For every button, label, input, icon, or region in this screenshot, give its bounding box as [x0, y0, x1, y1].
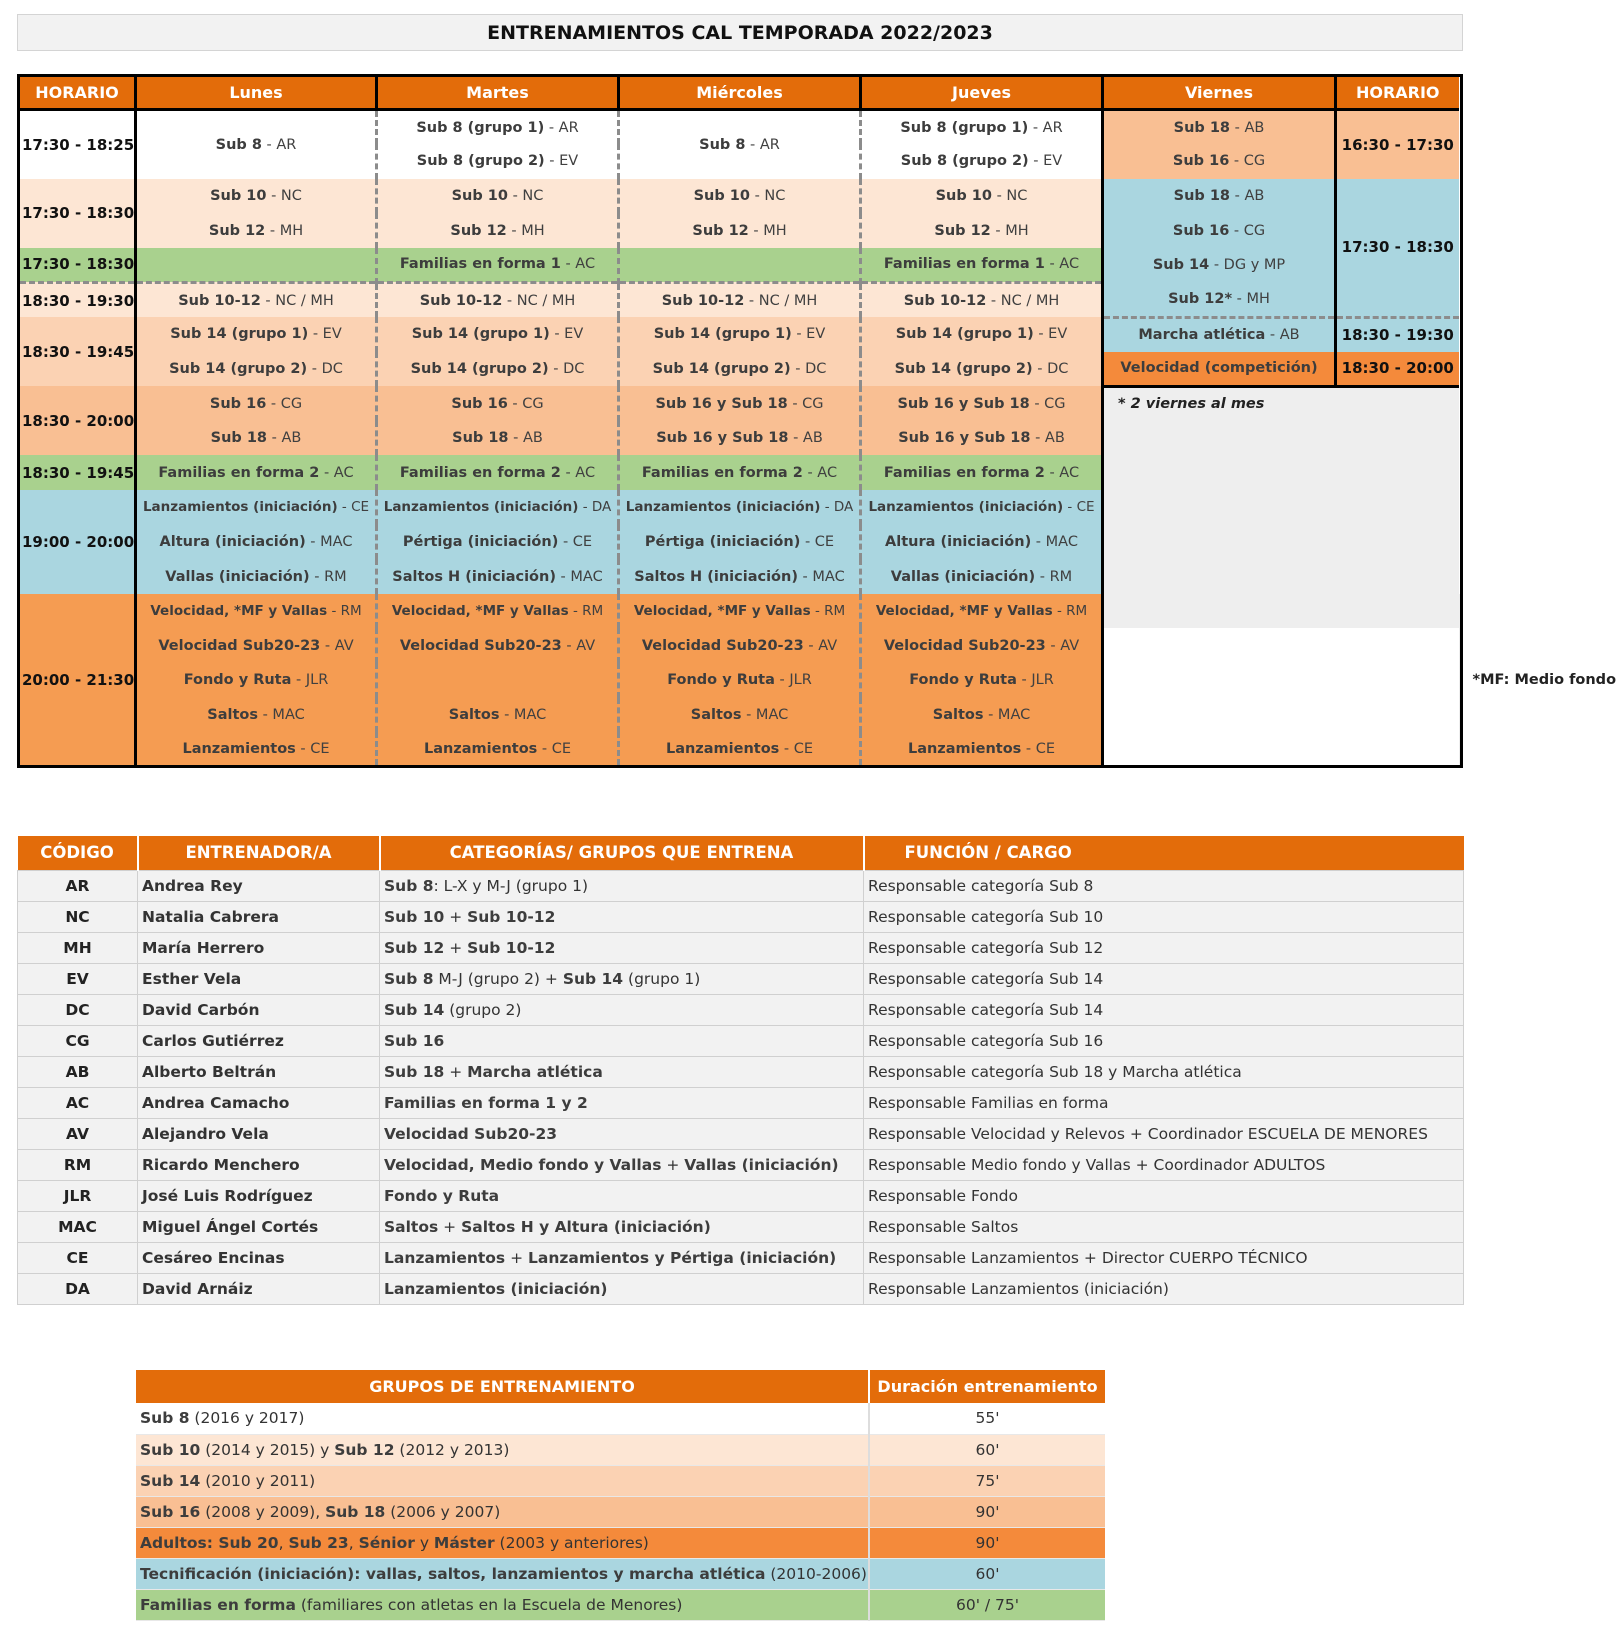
coach-categories — [380, 1025, 864, 1056]
session-cell: Sub 16 - CG — [377, 386, 619, 421]
bold-text: Familias en forma — [140, 1595, 296, 1614]
bold-text: Sub 10-12 — [467, 907, 556, 926]
coach-code: RM — [18, 1149, 138, 1180]
coach-code: NC — [18, 901, 138, 932]
friday-session-cell: Sub 12* - MH — [1103, 282, 1336, 317]
session-cell: Sub 10 - NC — [619, 179, 861, 214]
time-cell: 18:30 - 19:45 — [19, 455, 136, 490]
friday-note: * 2 viernes al mes — [1103, 386, 1459, 628]
coach-role: Responsable Lanzamientos + Director CUERPO TÉCNICO — [864, 1242, 1464, 1273]
coach-categories — [380, 1273, 864, 1304]
mf-note: *MF: Medio fondo — [1459, 594, 1462, 767]
time-cell: 18:30 - 19:30 — [19, 282, 136, 317]
session-cell: Velocidad Sub20-23 - AV — [619, 628, 861, 663]
friday-session-cell: Sub 18 - AB — [1103, 110, 1336, 145]
coach-row — [18, 1025, 1464, 1056]
session-cell: Velocidad, *MF y Vallas - RM — [619, 594, 861, 629]
session-cell: Sub 14 (grupo 2) - DC — [136, 352, 377, 387]
session-cell: Lanzamientos - CE — [619, 732, 861, 767]
session-cell: Sub 10-12 - NC / MH — [861, 282, 1103, 317]
session-cell: Pértiga (iniciación) - CE — [619, 525, 861, 560]
session-cell: Familias en forma 2 - AC — [377, 455, 619, 490]
bold-text: Tecnificación (iniciación): vallas, saltos, lanzamientos y marcha atlética — [140, 1564, 766, 1583]
coach-categories — [380, 1180, 864, 1211]
session-cell: Sub 8 (grupo 1) - AR — [861, 110, 1103, 145]
coach-row — [18, 994, 1464, 1025]
bold-text: Sub 8 — [140, 1409, 190, 1428]
header-miercoles: Miércoles — [619, 76, 861, 110]
plain-text: + — [444, 938, 468, 957]
coach-name: David Arnáiz — [138, 1273, 380, 1304]
friday-session-cell: Velocidad (competición) — [1103, 352, 1336, 387]
coach-name: Carlos Gutiérrez — [138, 1025, 380, 1056]
header-duracion: Duración entrenamiento — [869, 1370, 1105, 1403]
coach-row — [18, 1087, 1464, 1118]
header-funcion: FUNCIÓN / CARGO — [864, 836, 1464, 870]
session-cell: Velocidad, *MF y Vallas - RM — [377, 594, 619, 629]
friday-time-cell: 17:30 - 18:30 — [1336, 179, 1459, 317]
session-cell: Saltos H (iniciación) - MAC — [377, 559, 619, 594]
schedule-row — [19, 282, 1462, 317]
coach-code: JLR — [18, 1180, 138, 1211]
friday-time-cell: 18:30 - 20:00 — [1336, 352, 1459, 387]
schedule-table — [17, 74, 1616, 768]
bold-text: Máster — [433, 1533, 495, 1552]
friday-session-cell: Sub 14 - DG y MP — [1103, 248, 1336, 283]
coach-row — [18, 1180, 1464, 1211]
coach-categories — [380, 870, 864, 901]
coach-name: Alberto Beltrán — [138, 1056, 380, 1087]
session-cell: Lanzamientos - CE — [377, 732, 619, 767]
plain-text: + — [505, 1248, 528, 1267]
groups-table — [136, 1370, 1105, 1621]
groups-body — [136, 1403, 1105, 1620]
plain-text: (2016 y 2017) — [189, 1409, 305, 1428]
bold-text: Marcha atlética — [467, 1062, 603, 1081]
bold-text: Lanzamientos y Pértiga (iniciación) — [528, 1248, 837, 1267]
session-cell: Saltos H (iniciación) - MAC — [619, 559, 861, 594]
coach-role: Responsable categoría Sub 12 — [864, 932, 1464, 963]
coach-code: CE — [18, 1242, 138, 1273]
groups-header-row — [136, 1370, 1105, 1403]
plain-text: + — [444, 1062, 468, 1081]
bold-text: Sub 8 — [384, 876, 434, 895]
session-cell: Vallas (iniciación) - RM — [861, 559, 1103, 594]
plain-text: (2003 y anteriores) — [494, 1533, 649, 1552]
session-cell — [136, 248, 377, 283]
session-cell: Familias en forma 1 - AC — [861, 248, 1103, 283]
coach-role: Responsable Velocidad y Relevos + Coordinador ESCUELA DE MENORES — [864, 1118, 1464, 1149]
session-cell: Altura (iniciación) - MAC — [136, 525, 377, 560]
plain-text: + — [661, 1155, 685, 1174]
coach-row — [18, 1056, 1464, 1087]
session-cell: Sub 16 y Sub 18 - CG — [619, 386, 861, 421]
session-cell: Sub 18 - AB — [377, 421, 619, 456]
session-cell: Sub 14 (grupo 2) - DC — [861, 352, 1103, 387]
group-row — [136, 1434, 1105, 1465]
plain-text: : L-X y M-J (grupo 1) — [433, 876, 589, 895]
time-cell: 19:00 - 20:00 — [19, 490, 136, 594]
plain-text: , — [278, 1533, 289, 1552]
header-grupos: GRUPOS DE ENTRENAMIENTO — [136, 1370, 869, 1403]
group-duration: 75' — [869, 1465, 1105, 1496]
session-cell: Altura (iniciación) - MAC — [861, 525, 1103, 560]
session-cell: Sub 16 y Sub 18 - AB — [619, 421, 861, 456]
session-cell: Sub 12 - MH — [377, 213, 619, 248]
session-cell: Vallas (iniciación) - RM — [136, 559, 377, 594]
session-cell: Saltos - MAC — [619, 698, 861, 733]
session-cell: Lanzamientos - CE — [861, 732, 1103, 767]
plain-text: (grupo 2) — [444, 1000, 522, 1019]
coach-role: Responsable Medio fondo y Vallas + Coordinador ADULTOS — [864, 1149, 1464, 1180]
plain-text: (2014 y 2015) y — [200, 1440, 335, 1459]
header-martes: Martes — [377, 76, 619, 110]
schedule-row — [19, 386, 1462, 421]
session-cell: Sub 8 (grupo 2) - EV — [377, 144, 619, 179]
friday-session-cell: Marcha atlética - AB — [1103, 317, 1336, 352]
group-description — [136, 1558, 869, 1589]
bold-text: Adultos: Sub 20 — [140, 1533, 279, 1552]
bold-text: Sub 10-12 — [467, 938, 556, 957]
bold-text: Lanzamientos — [384, 1248, 506, 1267]
header-codigo: CÓDIGO — [18, 836, 138, 870]
friday-time-cell: 16:30 - 17:30 — [1336, 110, 1459, 179]
session-cell: Lanzamientos (iniciación) - CE — [861, 490, 1103, 525]
time-cell: 18:30 - 20:00 — [19, 386, 136, 455]
coach-row — [18, 1273, 1464, 1304]
session-cell: Sub 12 - MH — [619, 213, 861, 248]
bold-text: Fondo y Ruta — [384, 1186, 500, 1205]
time-cell: 17:30 - 18:30 — [19, 179, 136, 248]
header-categorias: CATEGORÍAS/ GRUPOS QUE ENTRENA — [380, 836, 864, 870]
session-cell: Pértiga (iniciación) - CE — [377, 525, 619, 560]
bold-text: Lanzamientos (iniciación) — [384, 1279, 608, 1298]
bold-text: Sub 10 — [384, 907, 445, 926]
group-description — [136, 1403, 869, 1434]
coach-name: Andrea Camacho — [138, 1087, 380, 1118]
session-cell: Sub 14 (grupo 2) - DC — [619, 352, 861, 387]
group-duration: 60' / 75' — [869, 1589, 1105, 1620]
coach-categories — [380, 1242, 864, 1273]
coach-role: Responsable Saltos — [864, 1211, 1464, 1242]
session-cell: Familias en forma 2 - AC — [861, 455, 1103, 490]
session-cell: Sub 14 (grupo 2) - DC — [377, 352, 619, 387]
session-cell: Lanzamientos - CE — [136, 732, 377, 767]
plain-text: + — [444, 907, 468, 926]
coach-code: AC — [18, 1087, 138, 1118]
schedule-row — [19, 698, 1462, 733]
header-entrenador: ENTRENADOR/A — [138, 836, 380, 870]
bold-text: Sub 14 — [140, 1471, 201, 1490]
group-duration: 60' — [869, 1558, 1105, 1589]
bold-text: Sub 10 — [140, 1440, 201, 1459]
coach-code: AR — [18, 870, 138, 901]
session-cell: Sub 16 - CG — [136, 386, 377, 421]
session-cell: Familias en forma 1 - AC — [377, 248, 619, 283]
coach-code: AB — [18, 1056, 138, 1087]
session-cell: Sub 8 - AR — [619, 110, 861, 179]
friday-time-cell: 18:30 - 19:30 — [1336, 317, 1459, 352]
bold-text: Sub 16 — [384, 1031, 445, 1050]
coach-categories — [380, 1118, 864, 1149]
session-cell: Lanzamientos (iniciación) - DA — [619, 490, 861, 525]
session-cell: Sub 14 (grupo 1) - EV — [136, 317, 377, 352]
plain-text: + — [438, 1217, 462, 1236]
schedule-row — [19, 352, 1462, 387]
session-cell: Velocidad Sub20-23 - AV — [377, 628, 619, 663]
coach-row — [18, 870, 1464, 901]
coach-name: Alejandro Vela — [138, 1118, 380, 1149]
bold-text: Sub 8 — [384, 969, 434, 988]
group-row — [136, 1496, 1105, 1527]
session-cell: Sub 14 (grupo 1) - EV — [619, 317, 861, 352]
bold-text: Sub 14 — [384, 1000, 445, 1019]
coach-code: AV — [18, 1118, 138, 1149]
session-cell: Lanzamientos (iniciación) - CE — [136, 490, 377, 525]
group-description — [136, 1434, 869, 1465]
group-row — [136, 1558, 1105, 1589]
header-jueves: Jueves — [861, 76, 1103, 110]
coach-row — [18, 1149, 1464, 1180]
bold-text: Sénior — [358, 1533, 415, 1552]
session-cell: Velocidad Sub20-23 - AV — [136, 628, 377, 663]
coach-row — [18, 1242, 1464, 1273]
schedule-row — [19, 213, 1462, 248]
group-description — [136, 1589, 869, 1620]
session-cell: Sub 18 - AB — [136, 421, 377, 456]
session-cell: Sub 14 (grupo 1) - EV — [861, 317, 1103, 352]
schedule-row — [19, 628, 1462, 663]
session-cell: Velocidad, *MF y Vallas - RM — [136, 594, 377, 629]
friday-session-cell: Sub 16 - CG — [1103, 144, 1336, 179]
coach-row — [18, 932, 1464, 963]
coach-categories — [380, 932, 864, 963]
session-cell: Fondo y Ruta - JLR — [861, 663, 1103, 698]
plain-text: , — [348, 1533, 359, 1552]
coach-code: MAC — [18, 1211, 138, 1242]
session-cell — [619, 248, 861, 283]
plain-text: (2010 y 2011) — [200, 1471, 316, 1490]
header-horario-viernes: HORARIO — [1336, 76, 1459, 110]
coach-code: MH — [18, 932, 138, 963]
plain-text: (grupo 1) — [623, 969, 701, 988]
group-row — [136, 1589, 1105, 1620]
coach-name: Cesáreo Encinas — [138, 1242, 380, 1273]
session-cell: Fondo y Ruta - JLR — [619, 663, 861, 698]
session-cell: Velocidad Sub20-23 - AV — [861, 628, 1103, 663]
coach-name: Ricardo Menchero — [138, 1149, 380, 1180]
coach-name: José Luis Rodríguez — [138, 1180, 380, 1211]
session-cell: Saltos - MAC — [377, 698, 619, 733]
bold-text: Sub 12 — [384, 938, 445, 957]
coach-role: Responsable categoría Sub 14 — [864, 994, 1464, 1025]
session-cell: Sub 10 - NC — [136, 179, 377, 214]
session-cell: Saltos - MAC — [861, 698, 1103, 733]
session-cell: Sub 10 - NC — [377, 179, 619, 214]
schedule-row — [19, 248, 1462, 283]
bold-text: Saltos — [384, 1217, 439, 1236]
plain-text: (familiares con atletas en la Escuela de Menores) — [295, 1595, 683, 1614]
page-title: ENTRENAMIENTOS CAL TEMPORADA 2022/2023 — [17, 14, 1463, 51]
session-cell: Sub 12 - MH — [861, 213, 1103, 248]
bold-text: Saltos H y Altura (iniciación) — [461, 1217, 711, 1236]
plain-text: (2010-2006) — [765, 1564, 867, 1583]
friday-session-cell: Sub 18 - AB — [1103, 179, 1336, 214]
coach-role: Responsable categoría Sub 18 y Marcha atlética — [864, 1056, 1464, 1087]
coach-categories — [380, 901, 864, 932]
bold-text: Velocidad Sub20-23 — [384, 1124, 558, 1143]
coach-categories — [380, 994, 864, 1025]
session-cell: Sub 16 y Sub 18 - CG — [861, 386, 1103, 421]
coach-name: Esther Vela — [138, 963, 380, 994]
group-description — [136, 1496, 869, 1527]
session-cell: Fondo y Ruta - JLR — [136, 663, 377, 698]
bold-text: Sub 18 — [325, 1502, 386, 1521]
session-cell: Sub 14 (grupo 1) - EV — [377, 317, 619, 352]
coach-role: Responsable Fondo — [864, 1180, 1464, 1211]
session-cell: Sub 8 (grupo 2) - EV — [861, 144, 1103, 179]
coach-row — [18, 1118, 1464, 1149]
coach-code: EV — [18, 963, 138, 994]
coach-row — [18, 901, 1464, 932]
time-cell: 18:30 - 19:45 — [19, 317, 136, 386]
time-cell: 17:30 - 18:25 — [19, 110, 136, 179]
coach-row — [18, 963, 1464, 994]
plain-text: (2012 y 2013) — [394, 1440, 510, 1459]
time-cell: 20:00 - 21:30 — [19, 594, 136, 767]
session-cell: Sub 10 - NC — [861, 179, 1103, 214]
session-cell: Sub 12 - MH — [136, 213, 377, 248]
session-cell: Familias en forma 2 - AC — [136, 455, 377, 490]
group-duration: 60' — [869, 1434, 1105, 1465]
bold-text: Velocidad, Medio fondo y Vallas — [384, 1155, 662, 1174]
coach-code: DC — [18, 994, 138, 1025]
group-description — [136, 1465, 869, 1496]
coach-role: Responsable Lanzamientos (iniciación) — [864, 1273, 1464, 1304]
session-cell: Lanzamientos (iniciación) - DA — [377, 490, 619, 525]
coach-name: Natalia Cabrera — [138, 901, 380, 932]
bold-text: Sub 16 — [140, 1502, 201, 1521]
coach-name: Andrea Rey — [138, 870, 380, 901]
coach-name: Miguel Ángel Cortés — [138, 1211, 380, 1242]
coach-categories — [380, 1056, 864, 1087]
coaches-body — [18, 870, 1464, 1304]
plain-text: M-J (grupo 2) + — [433, 969, 563, 988]
session-cell: Familias en forma 2 - AC — [619, 455, 861, 490]
coach-name: María Herrero — [138, 932, 380, 963]
group-row — [136, 1527, 1105, 1558]
schedule-header-row — [19, 76, 1462, 110]
coach-categories — [380, 1087, 864, 1118]
session-cell: Velocidad, *MF y Vallas - RM — [861, 594, 1103, 629]
time-cell: 17:30 - 18:30 — [19, 248, 136, 283]
coach-code: CG — [18, 1025, 138, 1056]
header-horario: HORARIO — [19, 76, 136, 110]
header-lunes: Lunes — [136, 76, 377, 110]
group-duration: 90' — [869, 1496, 1105, 1527]
coach-role: Responsable categoría Sub 14 — [864, 963, 1464, 994]
group-row — [136, 1403, 1105, 1434]
session-cell — [377, 663, 619, 698]
coach-role: Responsable categoría Sub 16 — [864, 1025, 1464, 1056]
bold-text: Familias en forma 1 y 2 — [384, 1093, 588, 1112]
plain-text: (2008 y 2009), — [200, 1502, 326, 1521]
header-viernes: Viernes — [1103, 76, 1336, 110]
schedule-row — [19, 317, 1462, 352]
coach-role: Responsable categoría Sub 8 — [864, 870, 1464, 901]
friday-session-cell: Sub 16 - CG — [1103, 213, 1336, 248]
plain-text: y — [414, 1533, 434, 1552]
coach-categories — [380, 1149, 864, 1180]
session-cell: Sub 10-12 - NC / MH — [619, 282, 861, 317]
session-cell: Sub 16 y Sub 18 - AB — [861, 421, 1103, 456]
session-cell: Sub 10-12 - NC / MH — [377, 282, 619, 317]
coach-categories — [380, 1211, 864, 1242]
bold-text: Sub 14 — [562, 969, 624, 988]
session-cell: Sub 10-12 - NC / MH — [136, 282, 377, 317]
coaches-table — [17, 836, 1464, 1305]
coaches-header-row — [18, 836, 1464, 870]
session-cell: Sub 8 - AR — [136, 110, 377, 179]
schedule-row — [19, 732, 1462, 767]
coach-row — [18, 1211, 1464, 1242]
bold-text: Sub 12 — [334, 1440, 395, 1459]
schedule-row — [19, 179, 1462, 214]
bold-text: Sub 18 — [384, 1062, 445, 1081]
session-cell: Sub 8 (grupo 1) - AR — [377, 110, 619, 145]
coach-name: David Carbón — [138, 994, 380, 1025]
coach-code: DA — [18, 1273, 138, 1304]
coach-categories — [380, 963, 864, 994]
coach-role: Responsable categoría Sub 10 — [864, 901, 1464, 932]
plain-text: (2006 y 2007) — [385, 1502, 501, 1521]
group-row — [136, 1465, 1105, 1496]
bold-text: Vallas (iniciación) — [684, 1155, 839, 1174]
group-duration: 55' — [869, 1403, 1105, 1434]
group-description — [136, 1527, 869, 1558]
session-cell: Saltos - MAC — [136, 698, 377, 733]
schedule-row — [19, 663, 1462, 698]
bold-text: Sub 23 — [288, 1533, 349, 1552]
schedule-row — [19, 110, 1462, 145]
group-duration: 90' — [869, 1527, 1105, 1558]
coach-role: Responsable Familias en forma — [864, 1087, 1464, 1118]
